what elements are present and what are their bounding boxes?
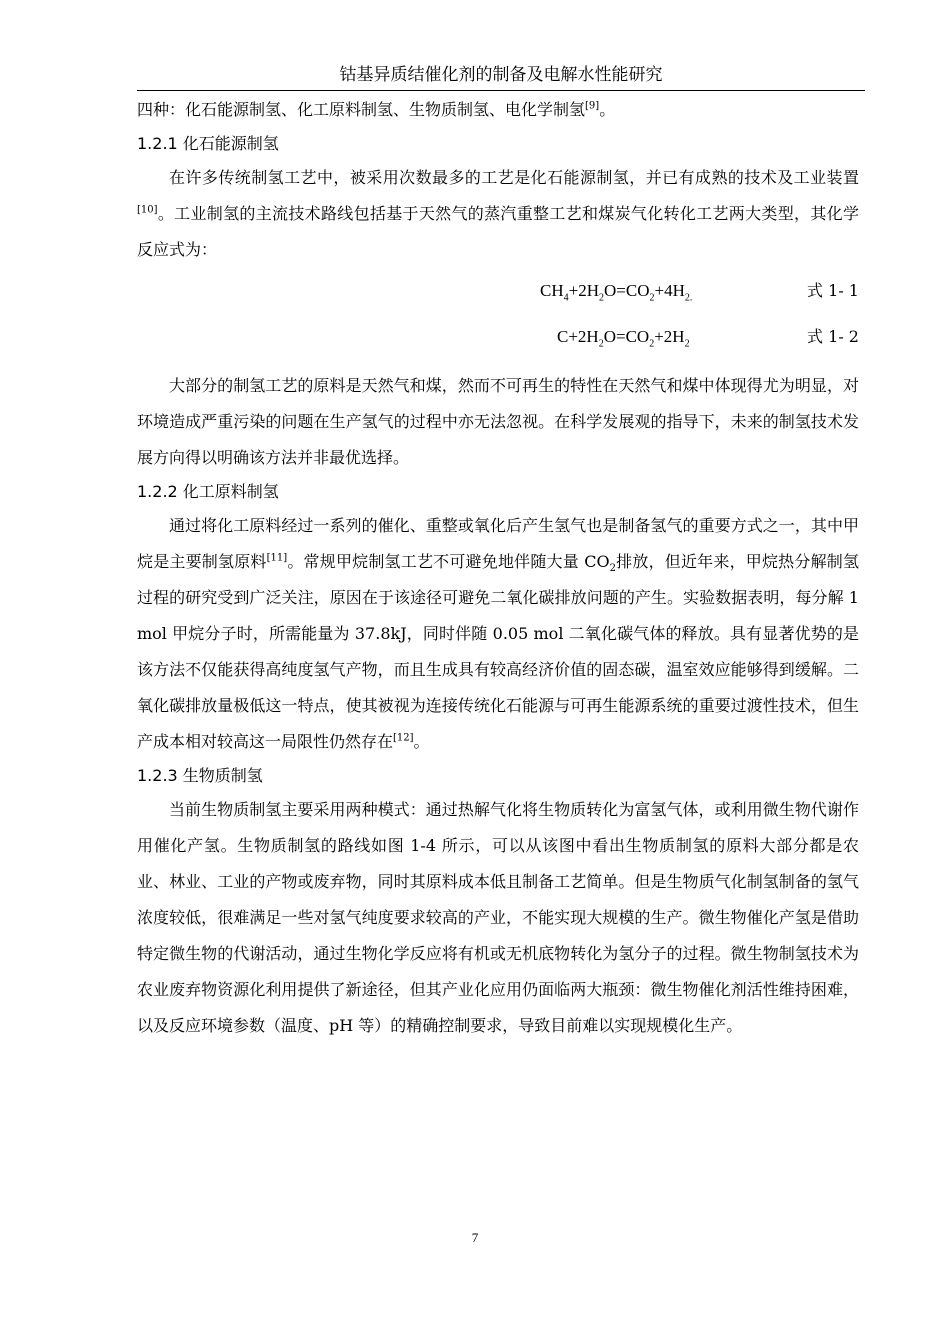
citation: [10] bbox=[137, 204, 158, 216]
equation-1-2 bbox=[137, 314, 859, 360]
subscript: 2 bbox=[609, 563, 616, 575]
paragraph-fossil-1: 在许多传统制氢工艺中，被采用次数最多的工艺是化石能源制氢，并已有成熟的技术及工业装置[10]。工业制氢的主流技术路线包括基于天然气的蒸汽重整工艺和煤炭气化转化工艺两大类型，其化学反应式为： bbox=[137, 168, 859, 259]
running-header: 钴基异质结催化剂的制备及电解水性能研究 bbox=[137, 60, 865, 91]
citation: [9] bbox=[585, 100, 600, 112]
paragraph-biomass: 当前生物质制氢主要采用两种模式：通过热解气化将生物质转化为富氢气体，或利用微生物代谢作用催化产氢。生物质制氢的路线如图 1-4 所示，可以从该图中看出生物质制氢的原料大部分都是农业、林业、工业的产物或废弃物，同时其原料成本低且制备工艺简单。但是生物质气化制氢制备的氢气浓度较低，很难满足一些对氢气纯度要求较高的产业，不能实现大规模的生产。微生物催化产氢是借助特定微生物的代谢活动，通过生物化学反应将有机或无机底物转化为氢分子的过程。微生物制氢技术为农业废弃物资源化利用提供了新途径，但其产业化应用仍面临两大瓶颈：微生物催化剂活性维持困难，以及反应环境参数（温度、pH 等）的精确控制要求，导致目前难以实现规模化生产。 bbox=[137, 800, 859, 1035]
equation-formula: $C+2H_2O=CO_2+2H_2$ bbox=[557, 327, 690, 350]
equation-label: 式 1- 2 bbox=[807, 327, 859, 346]
page-number: 7 bbox=[471, 1230, 479, 1245]
section-heading-1-2-3: 1.2.3 生物质制氢 bbox=[137, 766, 263, 785]
citation: [12] bbox=[393, 732, 414, 744]
paragraph-fossil-2: 大部分的制氢工艺的原料是天然气和煤，然而不可再生的特性在天然气和煤中体现得尤为明显，对环境造成严重污染的问题在生产氢气的过程中亦无法忽视。在科学发展观的指导下，未来的制氢技术发展方向得以明确该方法并非最优选择。 bbox=[137, 376, 859, 467]
equation-formula: $CH_4+2H_2O=CO_2+4H_{2.}$ bbox=[540, 281, 693, 304]
equation-1-1 bbox=[137, 268, 859, 314]
citation: [11] bbox=[266, 552, 288, 564]
intro-paragraph: 四种：化石能源制氢、化工原料制氢、生物质制氢、电化学制氢[9]。 bbox=[137, 100, 616, 119]
section-heading-1-2-2: 1.2.2 化工原料制氢 bbox=[137, 482, 279, 501]
paragraph-chemical: 通过将化工原料经过一系列的催化、重整或氧化后产生氢气也是制备氢气的重要方式之一，其中甲烷是主要制氢原料[11]。常规甲烷制氢工艺不可避免地伴随大量 $CO_2$排放，但近年来，甲烷热分解制氢过程的研究受到广泛关注，原因在于该途径可避免二氧化碳排放问题的产生。实验数据表明，每分解 1 mol 甲烷分子时，所需能量为 37.8kJ，同时伴随 0.05 mol 二氧化碳气体的释放。具有显著优势的是该方法不仅能获得高纯度氢气产物，而且生成具有较高经济价值的固态碳，温室效应能够得到缓解。二氧化碳排放量极低这一特点，使其被视为连接传统化石能源与可再生能源系统的重要过渡性技术，但生产成本相对较高这一局限性仍然存在[12]。 bbox=[137, 516, 859, 751]
section-heading-1-2-1: 1.2.1 化石能源制氢 bbox=[137, 134, 279, 153]
equation-label: 式 1- 1 bbox=[807, 281, 859, 300]
page-body bbox=[137, 92, 859, 1044]
